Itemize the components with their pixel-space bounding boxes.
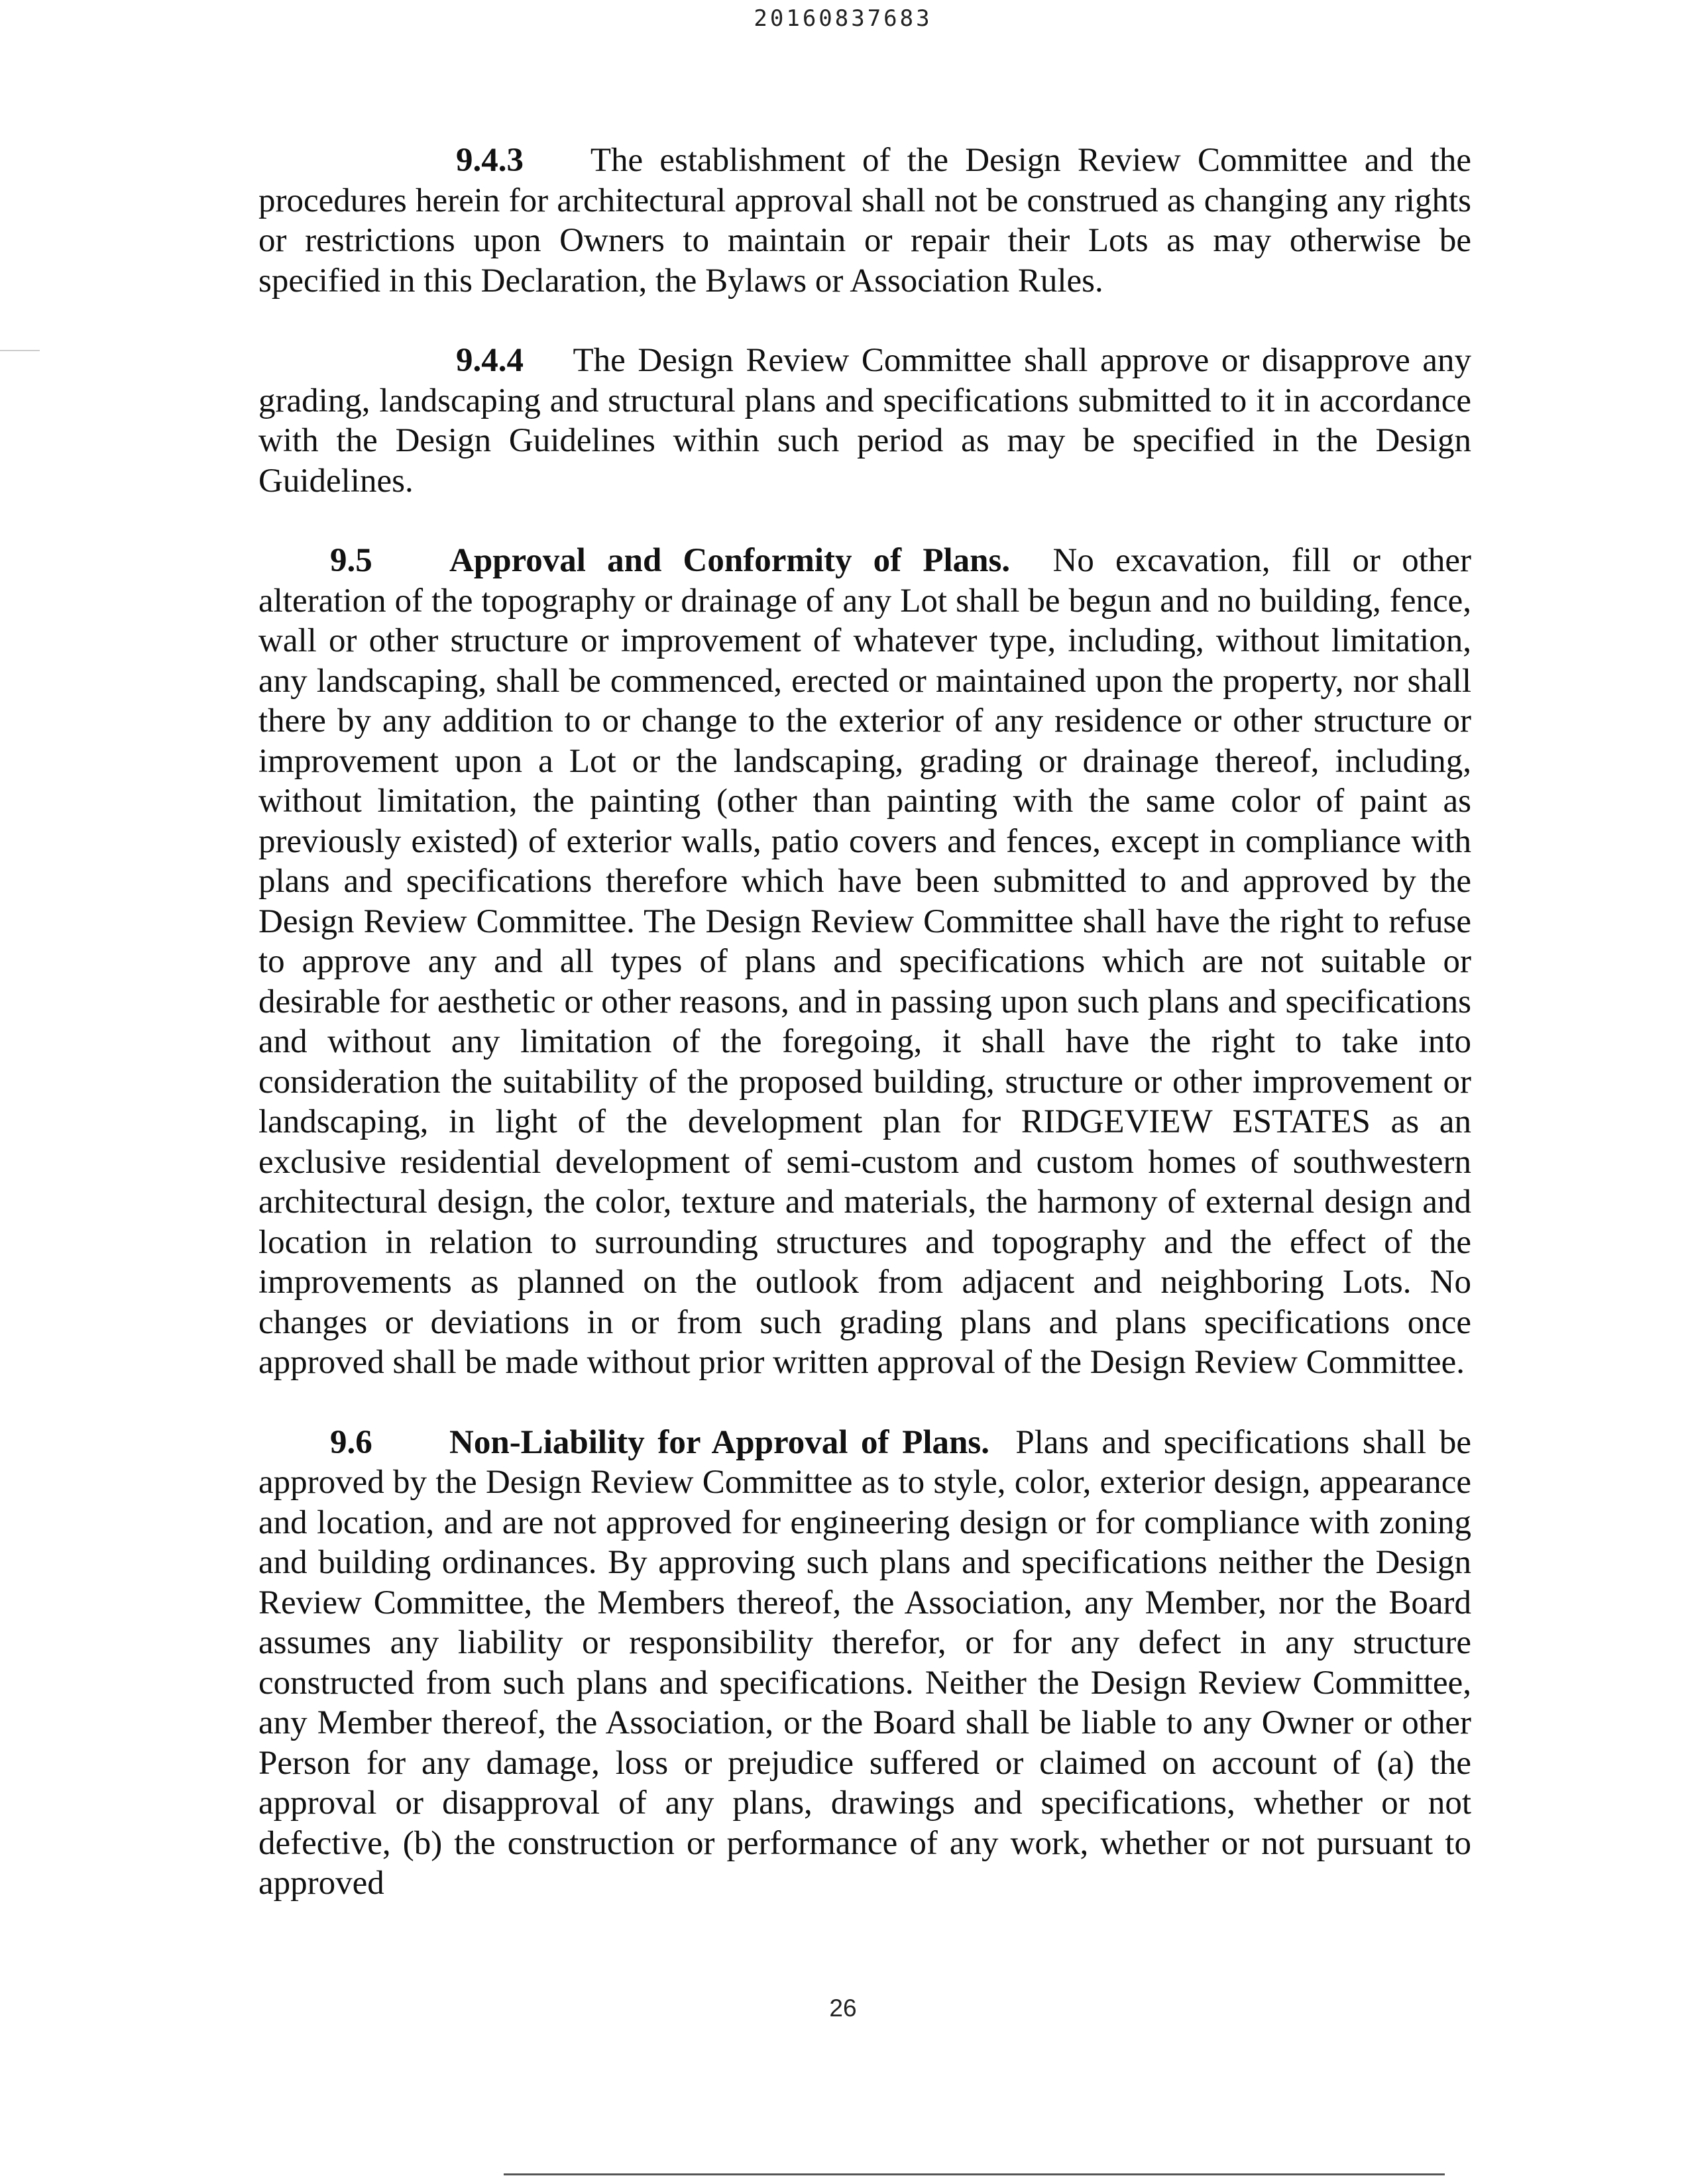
section-text: Plans and specifications shall be approved by the Design Review Committee as to style, color, exterior design, appearance and location, and are not approved for engineering design or for compliance with zoning and building ordinances. By approving such plans and specifications neither the Design Review Committee, the Members thereof, the Association, any Member, nor the Board assumes any liability or responsibility therefor, or for any defect in any structure constructed from such plans and specifications. Neither the Design Review Committee, any Member thereof, the Association, or the Board shall be liable to any Owner or other Person for any damage, loss or prejudice suffered or claimed on account of (a) the approval or disapproval of any plans, drawings and specifications, whether or not defective, (b) the construction or performance of any work, whether or not pursuant to approved xyxy=(258,1423,1472,1902)
section-heading: Non-Liability for Approval of Plans. xyxy=(449,1423,989,1461)
section-9-6 xyxy=(258,1423,1471,1904)
document-body xyxy=(258,140,1471,1943)
footer-rule xyxy=(504,2173,1445,2175)
paragraph-number: 9.4.3 xyxy=(456,142,524,179)
paragraph-text: The establishment of the Design Review Committee and the procedures herein for architectural approval shall not be construed as changing any rights or restrictions upon Owners to maintain or repair their Lots as may otherwise be specified in this Declaration, the Bylaws or Association Rules. xyxy=(258,142,1471,300)
paragraph-9-4-3 xyxy=(258,140,1471,301)
section-text: No excavation, fill or other alteration of the topography or drainage of any Lot shall be begun and no building, fence, wall or other structure or improvement of whatever type, including, without limitation, any landscaping, shall be commenced, erected or maintained upon the property, nor shall there by any addition to or change to the exterior of any residence or other structure or improvement upon a Lot or the landscaping, grading or drainage thereof, including, without limitation, the painting (other than painting with the same color of paint as previously existed) of exterior walls, patio covers and fences, except in compliance with plans and specifications therefore which have been submitted to and approved by the Design Review Committee. The Design Review Committee shall have the right to refuse to approve any and all types of plans and specifications which are not suitable or desirable for aesthetic or other reasons, and in passing upon such plans and specifications and without any limitation of the foregoing, it shall have the right to take into consideration the suitability of the proposed building, structure or other improvement or landscaping, in light of the development plan for RIDGEVIEW ESTATES as an exclusive residential development of semi-custom and custom homes of southwestern architectural design, the color, texture and materials, the harmony of external design and location in relation to surrounding structures and topography and the effect of the improvements as planned on the outlook from adjacent and neighboring Lots. No changes or deviations in or from such grading plans and plans specifications once approved shall be made without prior written approval of the Design Review Committee. xyxy=(258,542,1471,1381)
section-number: 9.6 xyxy=(330,1423,372,1461)
document-number: 20160837683 xyxy=(754,5,932,32)
section-9-5 xyxy=(258,541,1471,1383)
paragraph-9-4-4 xyxy=(258,341,1471,501)
page-number: 26 xyxy=(829,1994,857,2022)
section-heading: Approval and Conformity of Plans. xyxy=(449,542,1011,579)
paragraph-number: 9.4.4 xyxy=(456,342,524,379)
section-number: 9.5 xyxy=(330,542,372,579)
paragraph-text: The Design Review Committee shall approve or disapprove any grading, landscaping and structural plans and specifications submitted to it in accordance with the Design Guidelines within such period as may be specified in the Design Guidelines. xyxy=(258,342,1472,500)
scan-margin-mark xyxy=(0,350,40,351)
